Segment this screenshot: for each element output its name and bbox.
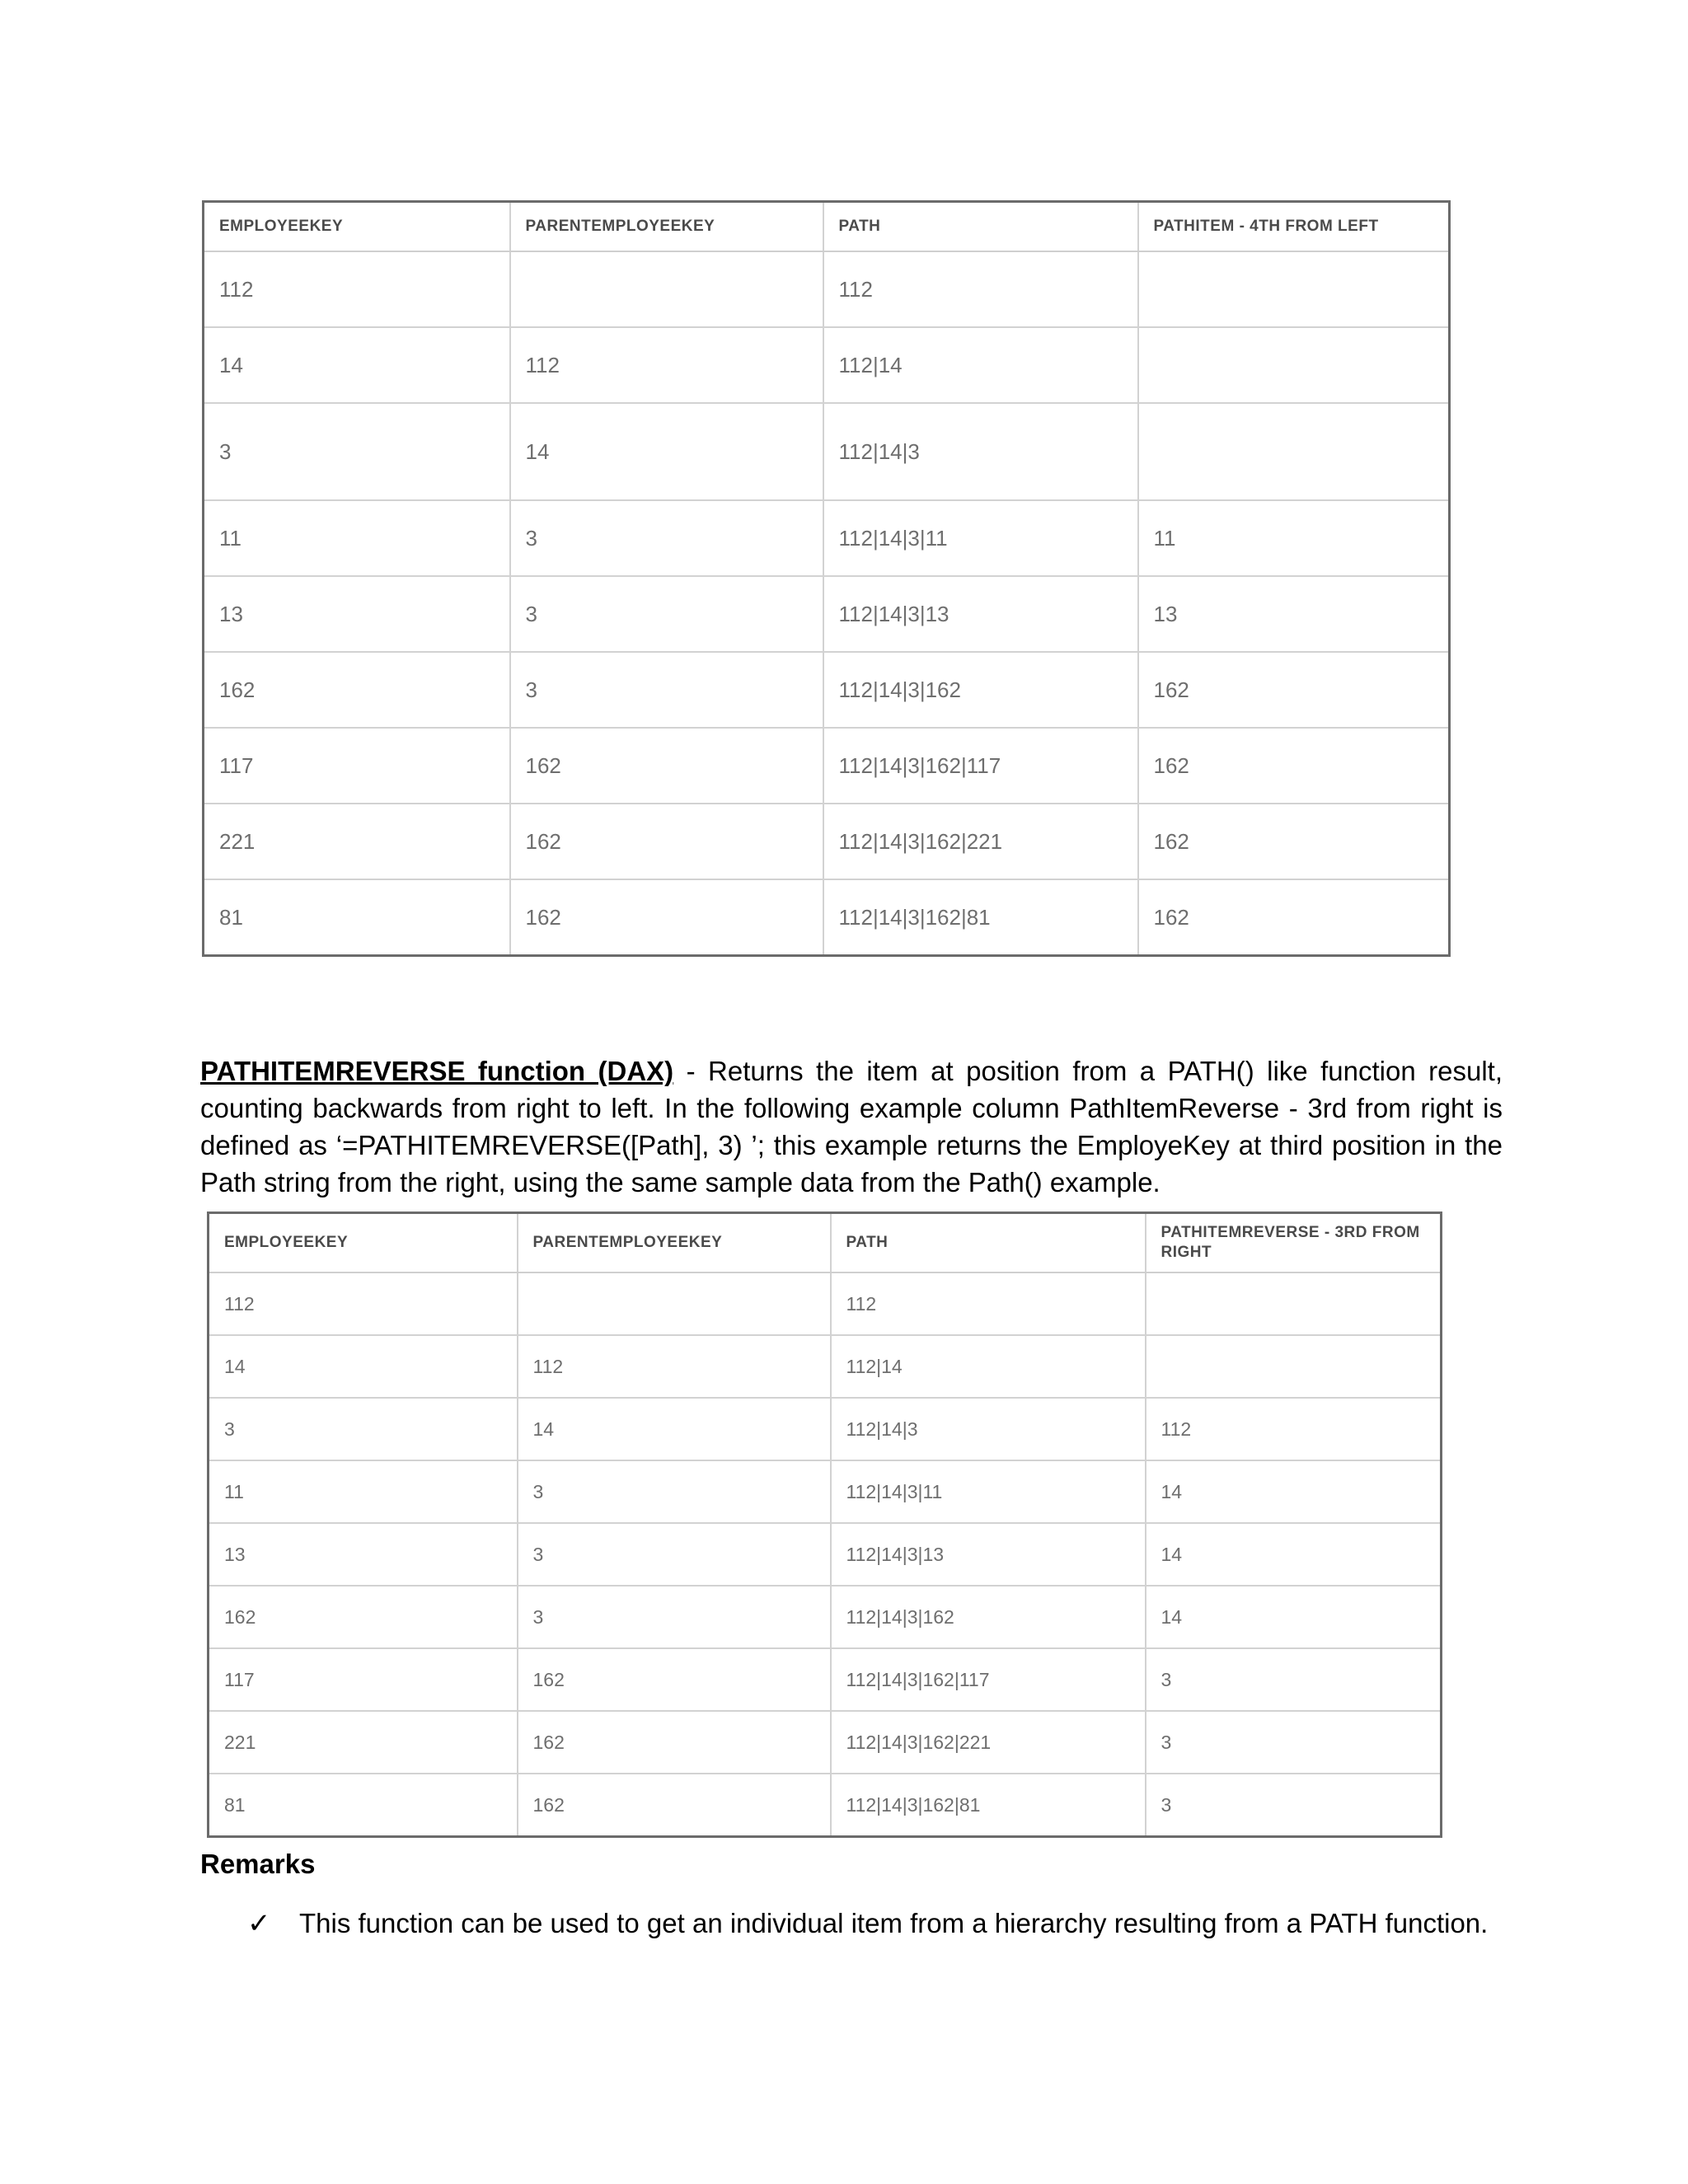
table-cell: 162 [1138,879,1450,956]
table-cell: 14 [204,327,510,403]
table-cell: 112 [831,1272,1146,1335]
column-header: PATHITEM - 4TH FROM LEFT [1138,202,1450,252]
table-cell: 112|14 [823,327,1138,403]
table-row [204,652,1450,728]
column-header: EMPLOYEEKEY [204,202,510,252]
table-cell: 112 [1146,1398,1442,1460]
table-cell: 3 [518,1460,831,1523]
table-cell: 112|14|3|11 [831,1460,1146,1523]
table-cell: 3 [204,403,510,500]
table-cell: 221 [209,1711,518,1774]
table-cell [1138,403,1450,500]
column-header: PATH [823,202,1138,252]
table-cell: 112|14|3|162|81 [823,879,1138,956]
remarks-heading: Remarks [200,1849,316,1879]
table-cell: 13 [1138,576,1450,652]
table-header-row [204,202,1450,252]
table-cell: 112 [518,1335,831,1398]
table-cell: 112|14|3 [823,403,1138,500]
table-row [204,879,1450,956]
table-cell: 13 [204,576,510,652]
table-cell: 14 [1146,1586,1442,1648]
table-cell: 3 [1146,1648,1442,1711]
table-cell: 112|14|3|11 [823,500,1138,576]
table-cell: 112 [209,1272,518,1335]
table-cell: 162 [1138,728,1450,804]
table-cell [510,251,823,327]
table-row [204,804,1450,879]
table-cell: 3 [209,1398,518,1460]
table-row [204,251,1450,327]
table-cell: 112|14|3|13 [823,576,1138,652]
table-cell: 14 [1146,1523,1442,1586]
table-row [204,728,1450,804]
table-cell: 162 [1138,804,1450,879]
table-row [209,1272,1442,1335]
table-cell [1138,327,1450,403]
table-row [209,1648,1442,1711]
table-row [209,1335,1442,1398]
table-cell: 11 [1138,500,1450,576]
table-cell: 112|14|3|162 [823,652,1138,728]
table-row [204,327,1450,403]
table-cell: 162 [510,728,823,804]
table-row [209,1774,1442,1837]
table-cell [1146,1335,1442,1398]
table-cell: 3 [518,1586,831,1648]
pathitemreverse-example-table [207,1212,1442,1838]
table-cell: 112|14|3|162 [831,1586,1146,1648]
table-row [204,576,1450,652]
table-cell: 13 [209,1523,518,1586]
table-cell: 162 [1138,652,1450,728]
table-cell: 3 [518,1523,831,1586]
table-cell: 81 [204,879,510,956]
table-cell: 112|14|3 [831,1398,1146,1460]
column-header: PARENTEMPLOYEEKEY [518,1213,831,1273]
list-item [247,1904,1500,1943]
table-row [209,1586,1442,1648]
function-name: PATHITEMREVERSE function (DAX) [200,1056,674,1086]
table-cell: 112 [204,251,510,327]
table-cell: 162 [510,879,823,956]
table-cell: 117 [204,728,510,804]
table-cell: 112|14|3|162|117 [823,728,1138,804]
remark-text: This function can be used to get an individual item from a hierarchy resulting from a PATH function. [299,1908,1489,1938]
table-row [209,1460,1442,1523]
table-cell: 112|14|3|13 [831,1523,1146,1586]
table-cell: 117 [209,1648,518,1711]
table-cell: 14 [510,403,823,500]
table-cell: 162 [518,1774,831,1837]
function-description-text: - Returns the item at position from a PATH() like function result, counting backwards from right to left. In the following example column PathItemReverse - 3rd from right is defined as ‘=PATHITEMREVERSE([Path], 3) ’; this example returns the EmployeKey at third position in the Path string from the right, using the same sample data from the Path() example. [200,1056,1503,1197]
table-cell: 3 [510,576,823,652]
table-cell: 3 [1146,1774,1442,1837]
table-row [209,1398,1442,1460]
table-cell: 162 [518,1648,831,1711]
table-cell: 112 [510,327,823,403]
column-header: PARENTEMPLOYEEKEY [510,202,823,252]
table-row [209,1523,1442,1586]
table-cell: 112|14|3|162|221 [831,1711,1146,1774]
table-cell: 3 [1146,1711,1442,1774]
column-header: PATH [831,1213,1146,1273]
table-cell: 112|14|3|162|81 [831,1774,1146,1837]
table-cell: 162 [204,652,510,728]
column-header: EMPLOYEEKEY [209,1213,518,1273]
table-cell: 14 [518,1398,831,1460]
pathitem-example-table [202,200,1451,957]
table-cell: 112|14|3|162|221 [823,804,1138,879]
column-header: PATHITEMREVERSE - 3RD FROM RIGHT [1146,1213,1442,1273]
table-cell: 162 [209,1586,518,1648]
table-cell [1146,1272,1442,1335]
table-cell: 11 [204,500,510,576]
table-cell: 162 [510,804,823,879]
table-cell [518,1272,831,1335]
table-row [204,403,1450,500]
table-cell: 162 [518,1711,831,1774]
table-cell: 221 [204,804,510,879]
checkmark-icon: ✓ [247,1908,271,1939]
table-cell: 11 [209,1460,518,1523]
table-cell: 3 [510,652,823,728]
table-cell: 81 [209,1774,518,1837]
table-cell: 112|14 [831,1335,1146,1398]
table-header-row [209,1213,1442,1273]
table-cell: 3 [510,500,823,576]
table-cell: 14 [1146,1460,1442,1523]
function-description [200,1052,1503,1201]
table-row [204,500,1450,576]
table-row [209,1711,1442,1774]
table-cell: 14 [209,1335,518,1398]
table-cell [1138,251,1450,327]
table-cell: 112 [823,251,1138,327]
table-cell: 112|14|3|162|117 [831,1648,1146,1711]
